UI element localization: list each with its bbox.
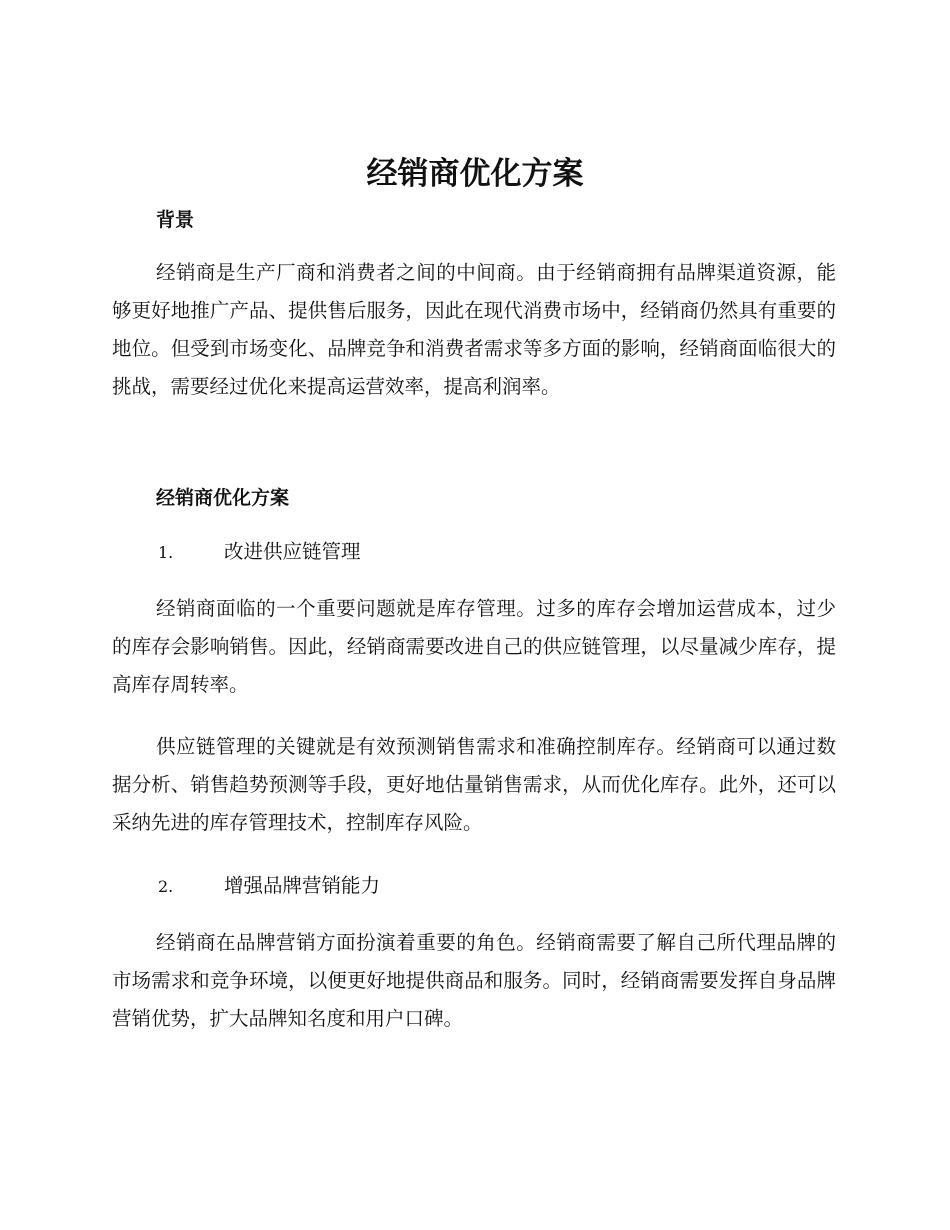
list-item-2-title: 增强品牌营销能力: [224, 874, 381, 897]
list-item-1-number: 1.: [158, 543, 174, 562]
supply-chain-paragraph-2: 供应链管理的关键就是有效预测销售需求和准确控制库存。经销商可以通过数据分析、销售趋势预测等手段，更好地估量销售需求，从而优化库存。此外，还可以采纳先进的库存管理技术，控制库存风险。: [112, 735, 836, 834]
background-paragraph: 经销商是生产厂商和消费者之间的中间商。由于经销商拥有品牌渠道资源，能够更好地推广产品、提供售后服务，因此在现代消费市场中，经销商仍然具有重要的地位。但受到市场变化、品牌竞争和消费者需求等多方面的影响，经销商面临很大的挑战，需要经过优化来提高运营效率，提高利润率。: [112, 261, 836, 398]
list-item-2-heading: [158, 872, 380, 901]
section-heading-optimization-plan: 经销商优化方案: [156, 487, 290, 509]
brand-marketing-paragraph: 经销商在品牌营销方面扮演着重要的角色。经销商需要了解自己所代理品牌的市场需求和竞争环境，以便更好地提供商品和服务。同时，经销商需要发挥自身品牌营销优势，扩大品牌知名度和用户口碑。: [112, 931, 836, 1030]
list-item-2-number: 2.: [158, 877, 174, 896]
list-item-1-title: 改进供应链管理: [224, 540, 361, 563]
supply-chain-paragraph-1: 经销商面临的一个重要问题就是库存管理。过多的库存会增加运营成本，过少的库存会影响销售。因此，经销商需要改进自己的供应链管理，以尽量减少库存，提高库存周转率。: [112, 597, 836, 696]
list-item-1-heading: [158, 538, 361, 567]
document-title: 经销商优化方案: [366, 156, 584, 192]
section-heading-background: 背景: [156, 209, 195, 231]
